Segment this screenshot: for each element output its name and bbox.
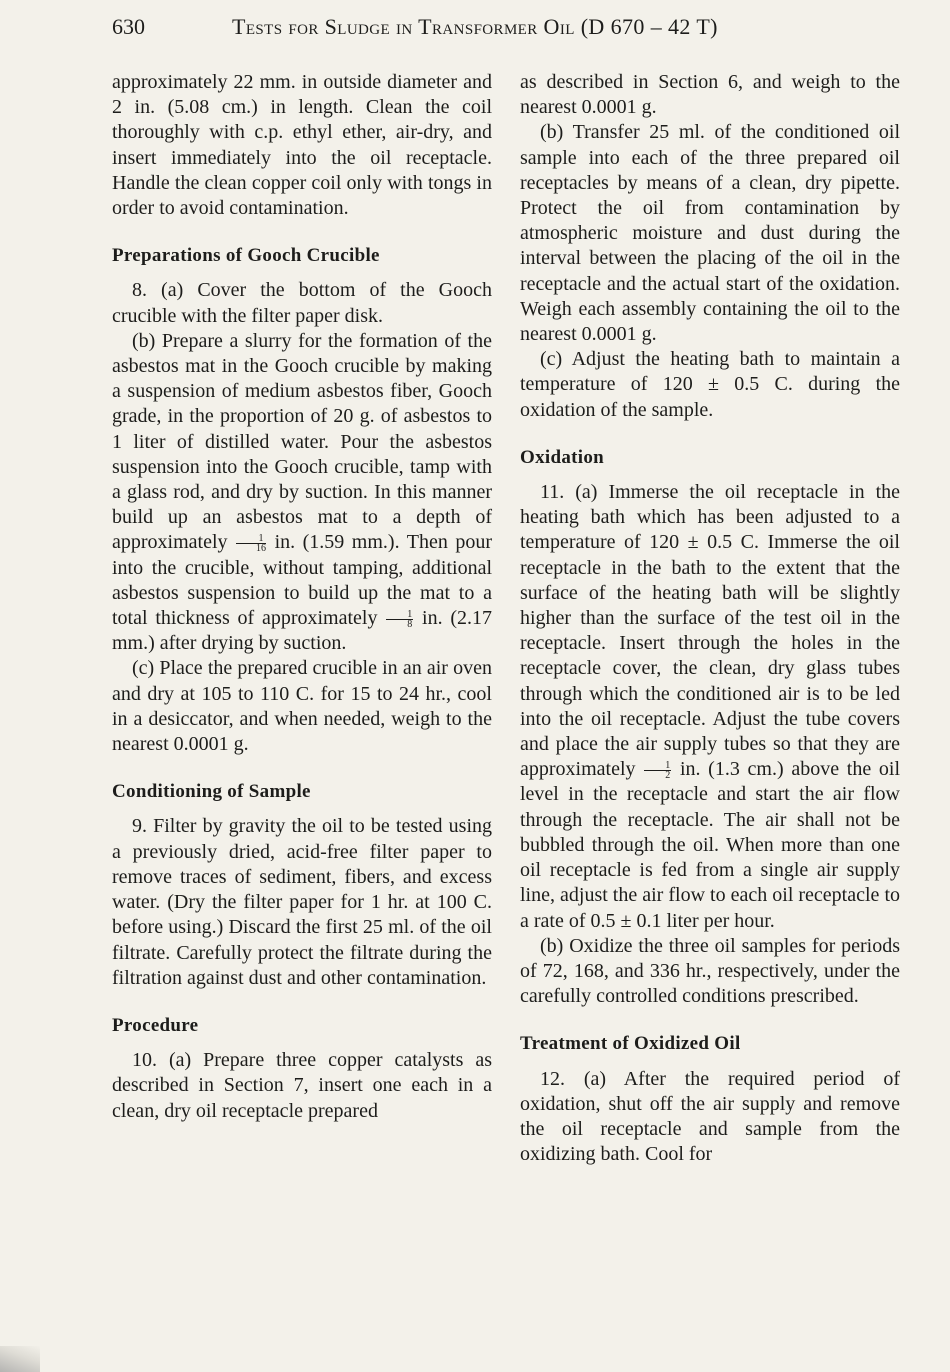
- paragraph-8b: [112, 329, 492, 657]
- paragraph-8c: (c) Place the prepared crucible in an air oven and dry at 105 to 110 C. for 15 to 24 hr., cool in a desiccator, and when needed, weigh to the nearest 0.0001 g.: [112, 657, 492, 756]
- paragraph-8a: 8. (a) Cover the bottom of the Gooch crucible with the filter paper disk.: [112, 279, 492, 327]
- fraction-one-half: $\frac{1}{2}$: [644, 761, 671, 780]
- scan-corner-artifact: [0, 1346, 40, 1372]
- right-column: [520, 70, 900, 1167]
- paragraph-10a-continued: as described in Section 6, and weigh to the nearest 0.0001 g.: [520, 71, 900, 119]
- paragraph-12a: 12. (a) After the required period of oxidation, shut off the air supply and remove the oil receptacle and sample from the oxidizing bath. Cool for: [520, 1067, 900, 1166]
- heading-oxidation: Oxidation: [520, 446, 604, 468]
- heading-conditioning: Conditioning of Sample: [112, 781, 311, 803]
- paragraph-10c: (c) Adjust the heating bath to maintain a temperature of 120 ± 0.5 C. during the oxidation of the sample.: [520, 348, 900, 421]
- paragraph-10a: 10. (a) Prepare three copper catalysts as described in Section 7, insert one each in a clean, dry oil receptacle prepared: [112, 1049, 492, 1122]
- page-header: [112, 14, 902, 48]
- heading-gooch-crucible: Preparations of Gooch Crucible: [112, 245, 380, 267]
- running-title: Tests for Sludge in Transformer Oil (D 670 – 42 T): [232, 14, 718, 39]
- page-number: 630: [112, 14, 145, 39]
- paragraph-10b: (b) Transfer 25 ml. of the conditioned oil sample into each of the three prepared oil receptacles by means of a clean, dry pipette. Protect the oil from contamination by atmospheric moisture and dust during the interval between the placing of the oil in the receptacle and the actual start of the oxidation. Weigh each assembly containing the oil to the nearest 0.0001 g.: [520, 121, 900, 346]
- paragraph-8b-part3: in. (2.17 mm.) after drying by suction.: [112, 607, 493, 655]
- paragraph-11a-part1: 11. (a) Immerse the oil receptacle in the heating bath which has been adjusted to a temperature of 120 ± 0.5 C. Immerse the oil receptacle in the bath to the extent that the surface of the heating bath will be slightly higher than the surface of the test oil in the receptacle. Insert through the holes in the receptacle cover, the clean, dry glass tubes through which the conditioned air is to be led into the oil receptacle. Adjust the tube covers and place the air supply tubes so that they are approximately: [520, 481, 900, 781]
- paragraph-9: 9. Filter by gravity the oil to be tested using a previously dried, acid-free filter paper to remove traces of sediment, fibers, and excess water. (Dry the filter paper for 1 hr. at 100 C. before using.) Discard the first 25 ml. of the oil filtrate. Carefully protect the filtrate during the filtration against dust and other contamination.: [112, 815, 492, 989]
- heading-treatment: Treatment of Oxidized Oil: [520, 1033, 741, 1055]
- paragraph-11a-part2: in. (1.3 cm.) above the oil level in the receptacle and start the air flow through the receptacle. The air shall not be bubbled through the oil. When more than one oil receptacle is fed from a single air supply line, adjust the air flow to each oil receptacle to a rate of 0.5 ± 0.1 liter per hour.: [520, 758, 901, 932]
- left-column: [112, 70, 492, 1124]
- heading-procedure: Procedure: [112, 1014, 199, 1036]
- fraction-one-eighth: $\frac{1}{8}$: [386, 610, 413, 629]
- paragraph-coil-continued: approximately 22 mm. in outside diameter and 2 in. (5.08 cm.) in length. Clean the coil thoroughly with c.p. ethyl ether, air-dry, and insert immediately into the oil receptacle. Handle the clean copper coil only with tongs in order to avoid contamination.: [112, 71, 492, 220]
- paragraph-8b-part1: (b) Prepare a slurry for the formation of the asbestos mat in the Gooch crucible by making a suspension of medium asbestos fiber, Gooch grade, in the proportion of 20 g. of asbestos to 1 liter of distilled water. Pour the asbestos suspension into the Gooch crucible, tamp with a glass rod, and dry by suction. In this manner build up an asbestos mat to a depth of approximately: [112, 329, 492, 554]
- paragraph-8b-part2: in. (1.59 mm.). Then pour into the crucible, without tamping, additional asbestos suspension to build up the mat to a total thickness of approximately: [112, 531, 492, 630]
- paragraph-11b: (b) Oxidize the three oil samples for periods of 72, 168, and 336 hr., respectively, under the carefully controlled conditions prescribed.: [520, 934, 900, 1008]
- fraction-one-sixteenth: $\frac{1}{16}$: [236, 534, 266, 553]
- paragraph-11a: [520, 480, 900, 934]
